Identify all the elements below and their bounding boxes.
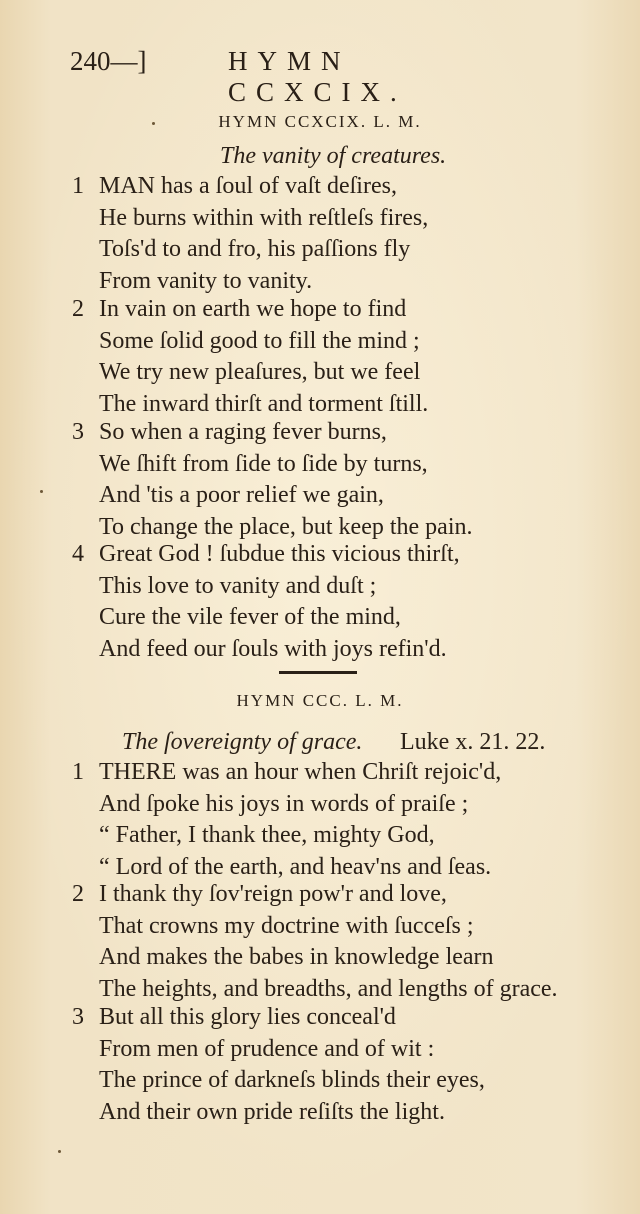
- paper-speck: [58, 1150, 61, 1153]
- verse-line: We ſhift from ſide to ſide by turns,: [99, 450, 428, 477]
- verse-line: And feed our ſouls with joys refin'd.: [99, 635, 447, 662]
- verse-line: I thank thy ſov'reign pow'r and love,: [99, 881, 447, 907]
- stanza: [72, 294, 428, 420]
- stanza-number: 3: [72, 1004, 84, 1030]
- verse-line: This love to vanity and duſt ;: [99, 572, 377, 599]
- verse-line: And their own pride reſiſts the light.: [99, 1098, 445, 1125]
- verse-line: That crowns my doctrine with ſucceſs ;: [99, 912, 474, 939]
- stanza: [72, 757, 501, 883]
- stanza: [72, 1002, 485, 1128]
- verse-line: But all this glory lies conceal'd: [99, 1004, 396, 1030]
- verse-line: He burns within with reſtleſs fires,: [99, 204, 429, 231]
- section-divider: [279, 671, 357, 674]
- stanza-number: 2: [72, 296, 84, 322]
- stanza-number: 2: [72, 881, 84, 907]
- stanza: [72, 171, 428, 297]
- verse-line: To change the place, but keep the pain.: [99, 513, 473, 540]
- scripture-reference: Luke x. 21. 22.: [400, 729, 546, 755]
- verse-line: The prince of darkneſs blinds their eyes,: [99, 1067, 485, 1093]
- verse-line: From vanity to vanity.: [99, 267, 313, 294]
- stanza-number: 1: [72, 759, 84, 785]
- verse-line: And 'tis a poor relief we gain,: [99, 482, 384, 508]
- verse-line: “ Lord of the earth, and heav'ns and ſeas.: [99, 853, 492, 880]
- stanza: [72, 417, 473, 543]
- hymn-subtitle: The vanity of creatures.: [220, 143, 447, 169]
- verse-line: And ſpoke his joys in words of praiſe ;: [99, 790, 469, 817]
- stanza: [72, 539, 460, 665]
- running-title: HYMN CCXCIX.: [228, 46, 407, 107]
- verse-line: Cure the vile fever of the mind,: [99, 604, 401, 630]
- verse-line: The heights, and breadths, and lengths of grace.: [99, 975, 558, 1002]
- verse-line: In vain on earth we hope to find: [99, 296, 407, 322]
- verse-line: Great God ! ſubdue this vicious thirſt,: [99, 541, 460, 567]
- hymn-heading: HYMN CCXCIX. L. M.: [218, 112, 422, 131]
- verse-line: Some ſolid good to fill the mind ;: [99, 327, 420, 354]
- paper-speck: [40, 490, 43, 493]
- stanza-number: 3: [72, 419, 84, 445]
- verse-line: We try new pleaſures, but we feel: [99, 359, 421, 385]
- stanza-number: 4: [72, 541, 84, 567]
- verse-line: The inward thirſt and torment ſtill.: [99, 390, 429, 417]
- paper-speck: [152, 122, 155, 125]
- verse-line: THERE was an hour when Chriſt rejoic'd,: [99, 759, 502, 785]
- hymn-subtitle: The ſovereignty of grace.: [122, 729, 363, 755]
- verse-line: So when a raging fever burns,: [99, 419, 387, 445]
- verse-line: From men of prudence and of wit :: [99, 1035, 435, 1062]
- page-number: 240—]: [70, 46, 147, 76]
- verse-line: And makes the babes in knowledge learn: [99, 944, 494, 970]
- verse-line: “ Father, I thank thee, mighty God,: [99, 822, 435, 848]
- running-head: [70, 46, 530, 107]
- verse-line: Toſs'd to and fro, his paſſions fly: [99, 236, 411, 262]
- hymn-heading: HYMN CCC. L. M.: [236, 691, 404, 710]
- stanza: [72, 879, 558, 1005]
- verse-line: MAN has a ſoul of vaſt deſires,: [99, 173, 397, 199]
- stanza-number: 1: [72, 173, 84, 199]
